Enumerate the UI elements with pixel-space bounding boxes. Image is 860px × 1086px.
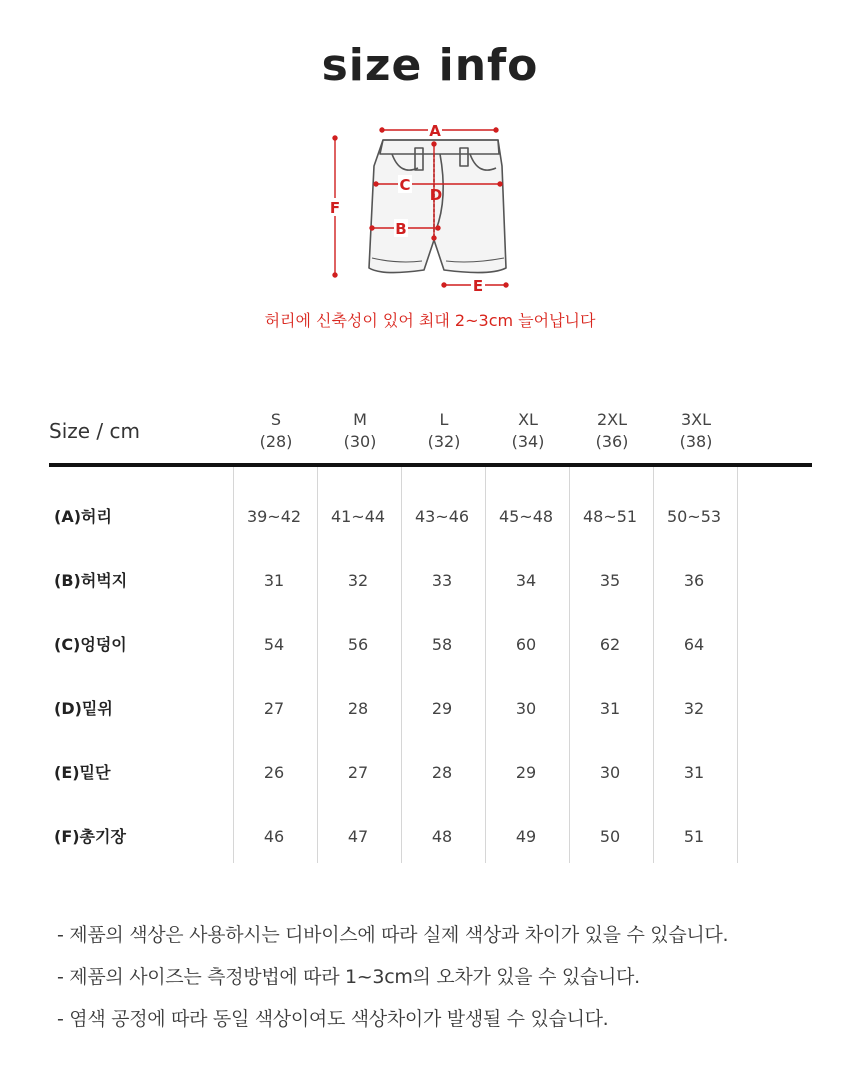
table-cell: 27 [347,763,369,782]
table-cell: 29 [515,763,537,782]
stretch-note: 허리에 신축성이 있어 최대 2~3cm 늘어납니다 [264,311,596,330]
column-divider [737,467,738,863]
table-cell: 46 [263,827,285,846]
table-cell: 48 [431,827,453,846]
table-cell: 31 [683,763,705,782]
table-cell: 49 [515,827,537,846]
table-cell: 28 [347,699,369,718]
header-divider [49,463,812,467]
shorts-illustration [320,118,520,298]
table-cell: 47 [347,827,369,846]
footnote-dyeing: - 염색 공정에 따라 동일 색상이여도 색상차이가 발생될 수 있습니다. [57,1008,609,1030]
size-column-header [654,409,738,453]
size-number: (36) [595,432,629,451]
table-cell: 51 [683,827,705,846]
table-cell: 43~46 [414,507,470,526]
size-name: M [353,410,367,429]
size-column-header [486,409,570,453]
shorts-measurement-diagram [320,118,520,298]
table-cell: 30 [515,699,537,718]
size-name: L [439,410,449,429]
table-cell: 26 [263,763,285,782]
table-cell: 33 [431,571,453,590]
table-cell: 45~48 [498,507,554,526]
size-column-header [234,409,318,453]
footnote-measurement: - 제품의 사이즈는 측정방법에 따라 1~3cm의 오차가 있을 수 있습니다. [57,966,640,988]
label-f: F [329,199,341,217]
table-cell: 32 [683,699,705,718]
size-column-header [318,409,402,453]
label-b: B [395,220,407,238]
row-label-total-length: (F)총기장 [54,827,126,846]
size-name: XL [518,410,538,429]
size-column-header [402,409,486,453]
label-a: A [429,122,441,140]
size-number: (28) [259,432,293,451]
size-number: (30) [343,432,377,451]
size-name: 2XL [596,410,628,429]
table-cell: 31 [599,699,621,718]
table-cell: 32 [347,571,369,590]
table-cell: 34 [515,571,537,590]
table-cell: 30 [599,763,621,782]
table-cell: 60 [515,635,537,654]
table-cell: 50~53 [666,507,722,526]
size-number: (34) [511,432,545,451]
row-label-waist: (A)허리 [54,507,112,526]
table-cell: 39~42 [246,507,302,526]
table-cell: 64 [683,635,705,654]
table-cell: 41~44 [330,507,386,526]
row-label-hem: (E)밑단 [54,763,111,782]
row-label-rise: (D)밑위 [54,699,113,718]
footnote-color: - 제품의 색상은 사용하시는 디바이스에 따라 실제 색상과 차이가 있을 수 있습니다. [57,924,729,946]
table-cell: 27 [263,699,285,718]
column-divider [317,467,318,863]
table-cell: 54 [263,635,285,654]
label-c: C [399,176,411,194]
size-number: (32) [427,432,461,451]
column-divider [569,467,570,863]
table-cell: 28 [431,763,453,782]
table-header-label: Size / cm [49,419,140,443]
label-e: E [472,277,484,295]
table-cell: 56 [347,635,369,654]
page-title: size info [321,40,539,91]
table-cell: 35 [599,571,621,590]
table-cell: 58 [431,635,453,654]
size-number: (38) [679,432,713,451]
table-cell: 31 [263,571,285,590]
label-d: D [429,186,443,204]
row-label-hip: (C)엉덩이 [54,635,127,654]
column-divider [653,467,654,863]
row-label-thigh: (B)허벅지 [54,571,128,590]
table-cell: 48~51 [582,507,638,526]
column-divider [401,467,402,863]
table-cell: 36 [683,571,705,590]
table-cell: 50 [599,827,621,846]
size-name: 3XL [680,410,712,429]
table-cell: 29 [431,699,453,718]
column-divider [485,467,486,863]
size-column-header [570,409,654,453]
size-name: S [270,410,282,429]
table-cell: 62 [599,635,621,654]
